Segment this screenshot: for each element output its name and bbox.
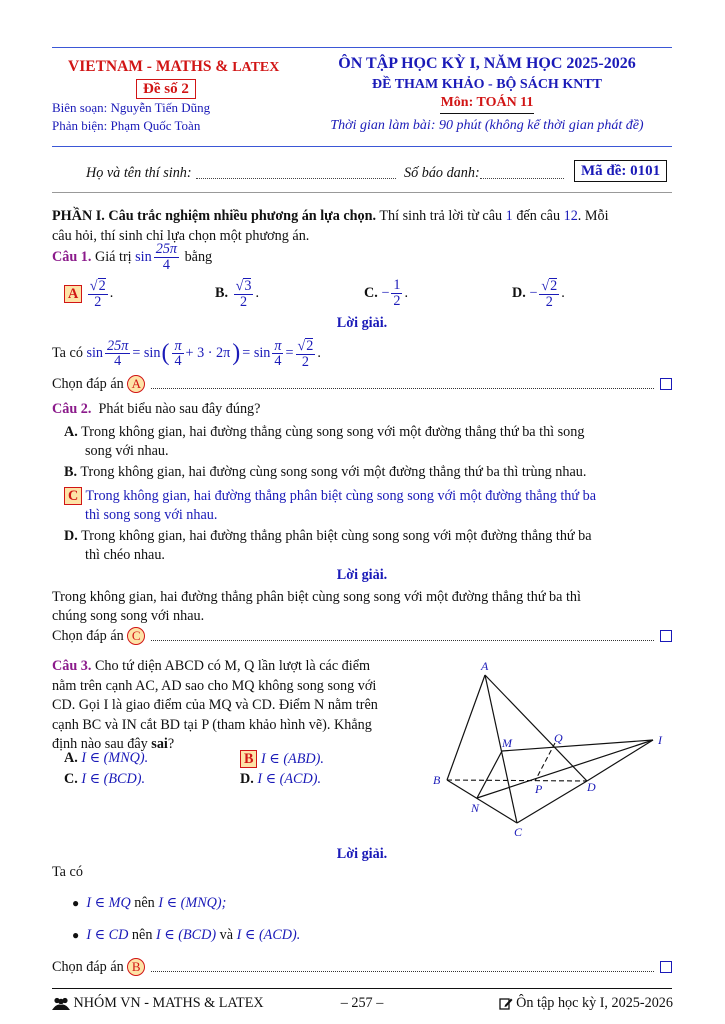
q3-answer-dots <box>151 971 654 972</box>
label-i: I <box>658 733 662 747</box>
q1-sol-root: 2 <box>306 338 314 354</box>
q2-answer <box>52 627 672 645</box>
q3-b-letter: B <box>240 750 257 768</box>
q1-sol-pi2: π <box>274 337 282 354</box>
part1-to: 12 <box>563 208 578 224</box>
q2-sol2: chúng song song với nhau. <box>52 608 205 624</box>
q3-b2-c: I ∈ (ACD). <box>236 927 301 943</box>
time-limit: Thời gian làm bài: 90 phút (không kể thời gian phát đề) <box>330 118 644 133</box>
q2-option-b[interactable] <box>64 464 684 481</box>
q1-a-num: 2 <box>98 278 106 294</box>
q3-b2-b: I ∈ (BCD) <box>155 927 217 943</box>
exam-code: Mã đề: 0101 <box>574 160 667 182</box>
q1-sol-mid: = sin <box>132 345 161 362</box>
q1-sol-frac3 <box>272 339 283 370</box>
q2-stem <box>52 401 672 418</box>
q3-l1: Cho tứ diện ABCD có M, Q lần lượt là các điểm <box>94 658 371 674</box>
q1-option-c[interactable]: C. − $\frac{1}{2}$ . <box>364 277 408 309</box>
header-rule <box>52 146 672 147</box>
q1-sol-frac2 <box>172 339 183 370</box>
q1-b-frac: $\frac{√3}{2}$ <box>235 278 252 310</box>
q1-d-num: 2 <box>550 278 558 294</box>
q2-option-c[interactable] <box>64 487 674 525</box>
q1-sol-frac4: $\frac{√2}{2}$ <box>297 338 314 370</box>
q1-answer <box>52 375 672 393</box>
q2-c-text2: thì song song với nhau. <box>85 507 218 523</box>
q1-sol-four: 4 <box>174 353 182 370</box>
q2-c-letter: C <box>64 487 82 505</box>
q1-sol-frac1 <box>105 339 130 370</box>
part1-title: PHẦN I. Câu trắc nghiệm nhiều phương án lựa chọn. <box>52 208 377 224</box>
q2-d-text1: Trong không gian, hai đường thẳng phân biệt cùng song song với một đường thẳng thứ ba <box>81 528 592 544</box>
q1-den: 4 <box>162 256 170 273</box>
q2-solution-title: Lời giải. <box>336 567 388 583</box>
label-m: M <box>502 736 512 750</box>
edit-icon <box>499 997 513 1010</box>
reviewer: Phản biện: Phạm Quốc Toàn <box>52 118 201 133</box>
subject-underline <box>440 113 534 114</box>
q2-option-a[interactable] <box>64 423 674 461</box>
q3-answer-label: Chọn đáp án <box>52 959 124 975</box>
q2-a-text1: Trong không gian, hai đường thẳng cùng song song với một đường thẳng thứ ba thì song <box>81 424 585 440</box>
q1-option-b[interactable]: B. $\frac{√3}{2}$ . <box>215 278 259 310</box>
q1-stem <box>52 242 672 273</box>
q2-answer-value: C <box>127 627 145 645</box>
student-name-label: Họ và tên thí sinh: <box>86 165 192 181</box>
edge-ab <box>447 675 485 780</box>
q3-a-text: I ∈ (MNQ). <box>81 750 149 766</box>
q2-d-letter: D. <box>64 528 78 544</box>
q1-answer-label: Chọn đáp án <box>52 376 124 392</box>
q1-b-letter: B. <box>215 285 229 302</box>
q3-option-d[interactable] <box>240 771 321 788</box>
q1-text-pre: Giá trị <box>94 248 132 265</box>
q1-sol-four2: 4 <box>274 353 282 370</box>
q2-solution <box>52 588 672 626</box>
q1-check-box[interactable] <box>660 378 672 390</box>
q1-solution-title: Lời giải. <box>336 315 388 331</box>
brand-text: VIETNAM - MATHS & <box>68 58 229 75</box>
q2-answer-label: Chọn đáp án <box>52 628 124 644</box>
footer-right <box>499 995 673 1012</box>
q1-sol-plus: + 3 · 2π <box>185 345 231 362</box>
q3-b1-mid: nên <box>134 895 155 911</box>
q1-c-num: 1 <box>393 277 401 293</box>
student-rule <box>52 192 672 193</box>
q2-b-letter: B. <box>64 464 78 480</box>
q2-text: Phát biểu nào sau đây đúng? <box>98 401 261 417</box>
q3-check-box[interactable] <box>660 961 672 973</box>
tetrahedron-figure <box>425 655 675 840</box>
users-icon <box>52 997 70 1010</box>
footer-rule <box>52 988 672 989</box>
page-number: – 257 – <box>340 995 384 1011</box>
brand <box>68 58 279 76</box>
line-mi <box>502 740 653 751</box>
student-id-label: Số báo danh: <box>404 165 480 181</box>
q3-option-c[interactable] <box>64 771 145 788</box>
q3-sol-intro: Ta có <box>52 864 83 880</box>
q1-num: 25π <box>155 241 178 257</box>
part1-instructions <box>52 206 672 246</box>
q1-c-letter: C. <box>364 284 378 301</box>
q3-b-text: I ∈ (ABD). <box>261 751 324 767</box>
q1-a-den: 2 <box>94 293 102 310</box>
top-rule <box>52 47 672 48</box>
q2-d-text2: thì chéo nhau. <box>85 547 165 563</box>
q1-a-frac: $\frac{√2}{2}$ <box>89 278 106 310</box>
student-name-field[interactable] <box>196 178 396 179</box>
footer-left <box>52 995 264 1012</box>
q3-bullet-1: ● I ∈ MQ nên I ∈ (MNQ); <box>72 895 227 911</box>
q2-label: Câu 2. <box>52 401 92 417</box>
q1-fraction <box>154 242 179 273</box>
q1-sin: sin <box>135 248 152 265</box>
q1-d-letter: D. <box>512 285 526 302</box>
q1-answer-value: A <box>127 375 145 393</box>
q2-a-text2: song với nhau. <box>85 443 169 459</box>
q3-c-letter: C. <box>64 771 78 787</box>
q3-answer <box>52 958 672 976</box>
q3-bullet-2: ● I ∈ CD nên I ∈ (BCD) và I ∈ (ACD). <box>72 927 301 943</box>
edge-cd <box>517 781 587 823</box>
q1-option-d[interactable]: D. − $\frac{√2}{2}$ . <box>512 278 565 310</box>
footer-left-text: NHÓM VN - MATHS & <box>73 995 216 1011</box>
label-p: P <box>535 782 543 796</box>
q2-answer-dots <box>151 640 654 641</box>
q1-solution: Ta có sin $\frac{25\pi}{4}$ = sin ( $\frac{\pi}{4}$ + 3 · 2π ) = sin $\frac{\pi}{4}$ = $\frac{√2}{2}$ . <box>52 337 321 370</box>
q1-b-den: 2 <box>239 293 248 310</box>
q1-a-letter: A <box>64 285 82 303</box>
student-id-field[interactable] <box>480 178 564 179</box>
q1-c-den: 2 <box>393 292 401 309</box>
part1-instr4: câu hỏi, thí sinh chỉ lựa chọn một phương án. <box>52 228 310 244</box>
q3-b1-b: I ∈ (MNQ); <box>158 895 227 911</box>
edge-bc <box>447 780 517 823</box>
q1-c-frac <box>391 278 402 309</box>
q1-sol-pi: π <box>174 337 182 354</box>
label-d: D <box>587 780 596 794</box>
q2-check-box[interactable] <box>660 630 672 642</box>
q1-sol-den: 4 <box>114 353 122 370</box>
q2-option-d[interactable] <box>64 527 674 565</box>
label-b: B <box>433 773 441 787</box>
exam-title: ÔN TẬP HỌC KỲ I, NĂM HỌC 2025-2026 <box>338 55 636 72</box>
q3-label: Câu 3. <box>52 658 92 674</box>
q1-sol-pre: Ta có <box>52 345 83 362</box>
edge-bd-hidden <box>447 780 587 781</box>
author: Biên soạn: Nguyễn Tiến Dũng <box>52 100 211 115</box>
q3-b2-mid: nên <box>131 927 153 943</box>
footer-right-text: Ôn tập học kỳ I, 2025-2026 <box>516 995 673 1011</box>
q3-b2-and: và <box>219 927 234 943</box>
q3-option-b[interactable] <box>240 750 324 768</box>
q3-l3: CD. Gọi I là giao điểm của MQ và CD. Điểm N nằm trên <box>52 697 378 713</box>
q3-l5-bold: sai <box>151 736 168 752</box>
q3-answer-value: B <box>127 958 145 976</box>
q3-solution-title: Lời giải. <box>336 846 388 862</box>
q3-b1-a: I ∈ MQ <box>86 895 131 911</box>
q3-l4: cạnh BC và IN cắt BD tại P (tham khảo hình vẽ). Khẳng <box>52 716 372 733</box>
part1-instr1: Thí sinh trả lời từ câu <box>379 208 503 224</box>
q1-sol-sin: sin <box>86 345 104 362</box>
edge-ac <box>485 675 517 823</box>
q3-stem <box>52 657 420 755</box>
q3-option-a[interactable] <box>64 750 148 767</box>
part1-from: 1 <box>505 208 513 224</box>
brand-tex: LATEX <box>232 60 280 75</box>
part1-instr3: . Mỗi <box>577 208 609 224</box>
label-a: A <box>481 659 489 673</box>
q1-sol-num: 25π <box>107 337 129 354</box>
q1-sol-eq: = sin <box>242 345 271 362</box>
q3-a-letter: A. <box>64 750 78 766</box>
line-di <box>587 740 653 781</box>
footer-left-tex: LATEX <box>218 995 264 1011</box>
q1-answer-dots <box>151 388 654 389</box>
label-q: Q <box>554 731 563 745</box>
q1-text-post: bằng <box>184 248 213 265</box>
q3-l5-pre: định nào sau đây <box>52 736 148 752</box>
q3-b2-a: I ∈ CD <box>86 927 129 943</box>
q3-d-letter: D. <box>240 771 254 787</box>
part1-instr2: đến câu <box>516 208 561 224</box>
q3-c-text: I ∈ (BCD). <box>81 771 146 787</box>
subject: Môn: TOÁN 11 <box>440 95 534 110</box>
q1-b-num: 3 <box>244 278 252 294</box>
q1-d-den: 2 <box>545 293 553 310</box>
q2-b-text: Trong không gian, hai đường cùng song song với một đường thẳng thứ ba thì trùng nhau. <box>80 464 587 480</box>
q3-l2: nằm trên cạnh AC, AD sao cho MQ không song song với <box>52 677 377 694</box>
label-c: C <box>514 825 523 839</box>
q1-sol-root-den: 2 <box>301 353 309 370</box>
label-n: N <box>471 801 480 815</box>
exam-subtitle: ĐỀ THAM KHẢO - BỘ SÁCH KNTT <box>372 77 602 92</box>
q3-l5-post: ? <box>167 736 175 752</box>
de-so-box <box>136 79 196 99</box>
q1-d-frac: $\frac{√2}{2}$ <box>541 278 558 310</box>
de-so: Đề số 2 <box>143 81 189 97</box>
edge-ad <box>485 675 587 781</box>
q2-sol1: Trong không gian, hai đường thẳng phân biệt cùng song song với một đường thẳng thứ ba thì <box>52 589 581 605</box>
q3-d-text: I ∈ (ACD). <box>257 771 322 787</box>
q2-c-text1: Trong không gian, hai đường thẳng phân biệt cùng song song với một đường thẳng thứ ba <box>85 488 596 504</box>
q1-option-a[interactable]: A $\frac{√2}{2}$ . <box>64 278 113 310</box>
q1-label: Câu 1. <box>52 248 92 265</box>
q2-a-letter: A. <box>64 424 78 440</box>
